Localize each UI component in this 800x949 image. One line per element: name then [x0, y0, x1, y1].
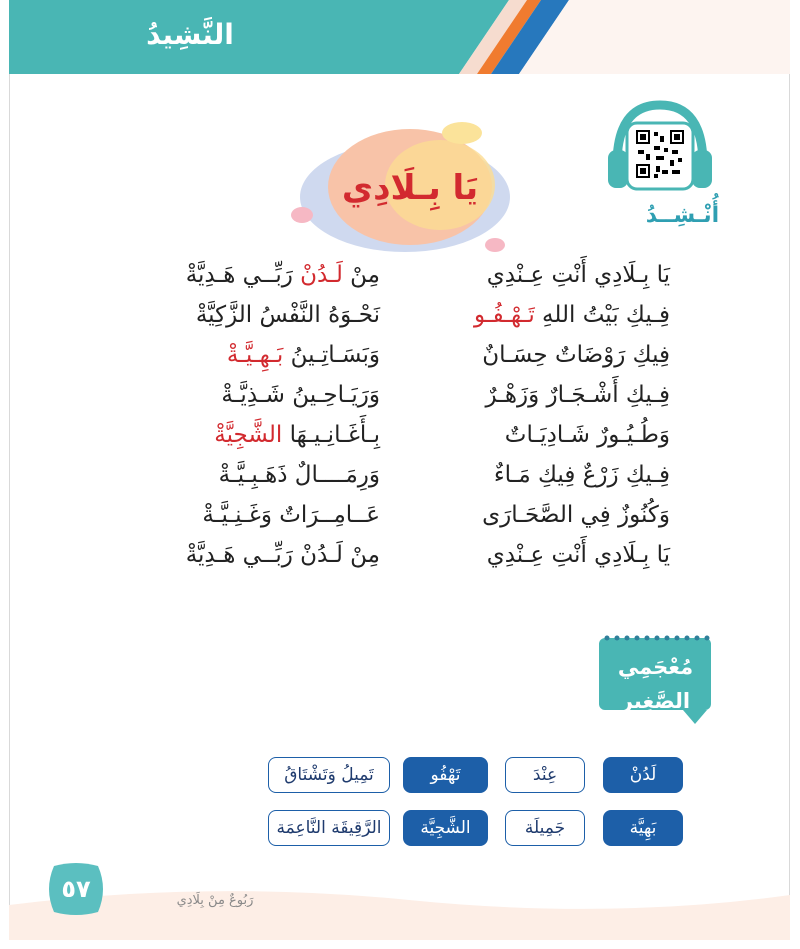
highlighted-word: الشَّجِيَّةْ	[214, 422, 283, 448]
verse-right-hemistich	[505, 422, 670, 448]
dictionary-title-line2: الصَّغِير	[620, 689, 691, 713]
verse-text: بِـأَغَـانِـيـهَا	[282, 422, 380, 448]
verse-text: فِـيكِ زَرْعٌ فِيكِ مَـاءٌ	[493, 462, 670, 488]
verse-text: يَا بِـلَادِي أَنْتِ عِـنْدِي	[486, 262, 670, 288]
highlighted-word: تَـهْـفُـو	[474, 302, 535, 328]
dictionary-title-line1: مُعْجَمِي	[617, 655, 694, 679]
verse-text: مِنْ	[342, 262, 380, 288]
verse-text: يَا بِـلَادِي أَنْتِ عِـنْدِي	[486, 542, 670, 568]
verse-text: وَكُنُوزٌ فِي الصَّحَـارَى	[482, 502, 670, 528]
verse-text: رَبِّــي هَـدِيَّةْ	[185, 262, 301, 288]
verse-right-hemistich	[482, 502, 670, 528]
highlighted-word: بَـهِـيَّـةْ	[226, 342, 284, 368]
vocab-meaning-chip: الرَّقِيقَة النَّاعِمَة	[268, 810, 390, 846]
verse-left-hemistich	[186, 262, 380, 288]
verse-left-hemistich	[202, 502, 380, 528]
highlighted-word: لَـدُنْ	[300, 262, 343, 288]
verse-text: مِنْ لَـدُنْ رَبِّــي هَـدِيَّةْ	[185, 542, 380, 568]
verse-text: وَرَيَـاحِـينُ شَـذِيَّـةْ	[221, 382, 380, 408]
vocab-meaning-chip: جَمِيلَة	[505, 810, 585, 846]
verse-right-hemistich	[494, 462, 670, 488]
poem-title: يَا بِـلَادِي	[341, 168, 479, 208]
vocab-meaning-chip: عِنْدَ	[505, 757, 585, 793]
vocab-word-chip: تَهْفُو	[403, 757, 488, 793]
verse-left-hemistich	[219, 462, 380, 488]
verse-right-hemistich	[485, 382, 670, 408]
page-number: ٥٧	[61, 875, 91, 903]
vocab-word-chip: لَدُنْ	[603, 757, 683, 793]
qr-code-icon[interactable]	[634, 128, 686, 180]
footer-wave	[9, 880, 790, 940]
verse-right-hemistich	[482, 342, 670, 368]
vocab-meaning-chip: تَمِيلُ وَتَشْتَاقُ	[268, 757, 390, 793]
verse-left-hemistich	[221, 382, 380, 408]
vocab-word-chip: الشَّجِيَّة	[403, 810, 488, 846]
verse-text: عَــامِــرَاتٌ وَغَـنِـيَّـةْ	[202, 502, 380, 528]
unit-name: رَبُوعٌ مِنْ بِلَادِي	[176, 893, 254, 908]
verse-left-hemistich	[227, 342, 380, 368]
verse-text: وَرِمَــــالٌ ذَهَـبِـيَّـةْ	[218, 462, 380, 488]
verse-left-hemistich	[214, 422, 380, 448]
verse-text: فِـيكِ أَشْـجَـارٌ وَزَهْـرٌ	[485, 382, 670, 408]
recite-label: أُنْـشِــدُ	[645, 203, 720, 228]
verse-right-hemistich	[487, 262, 670, 288]
verse-text: وَبَسَـاتِـينُ	[283, 342, 380, 368]
verse-left-hemistich	[196, 302, 380, 328]
verse-right-hemistich	[487, 542, 670, 568]
verse-left-hemistich	[186, 542, 380, 568]
verse-text: فِيكِ رَوْضَاتٌ حِسَـانٌ	[482, 342, 670, 368]
section-title: النَّشِيدُ	[146, 18, 234, 51]
verse-text: وَطُـيُـورٌ شَـادِيَـاتٌ	[504, 422, 670, 448]
verse-right-hemistich	[474, 302, 670, 328]
vocab-word-chip: بَهِيَّة	[603, 810, 683, 846]
verse-text: نَحْـوَهُ النَّفْسُ الزَّكِيَّةْ	[195, 302, 380, 328]
verse-text: فِـيكِ بَيْتُ اللهِ	[534, 302, 670, 328]
dictionary-title	[598, 650, 713, 718]
